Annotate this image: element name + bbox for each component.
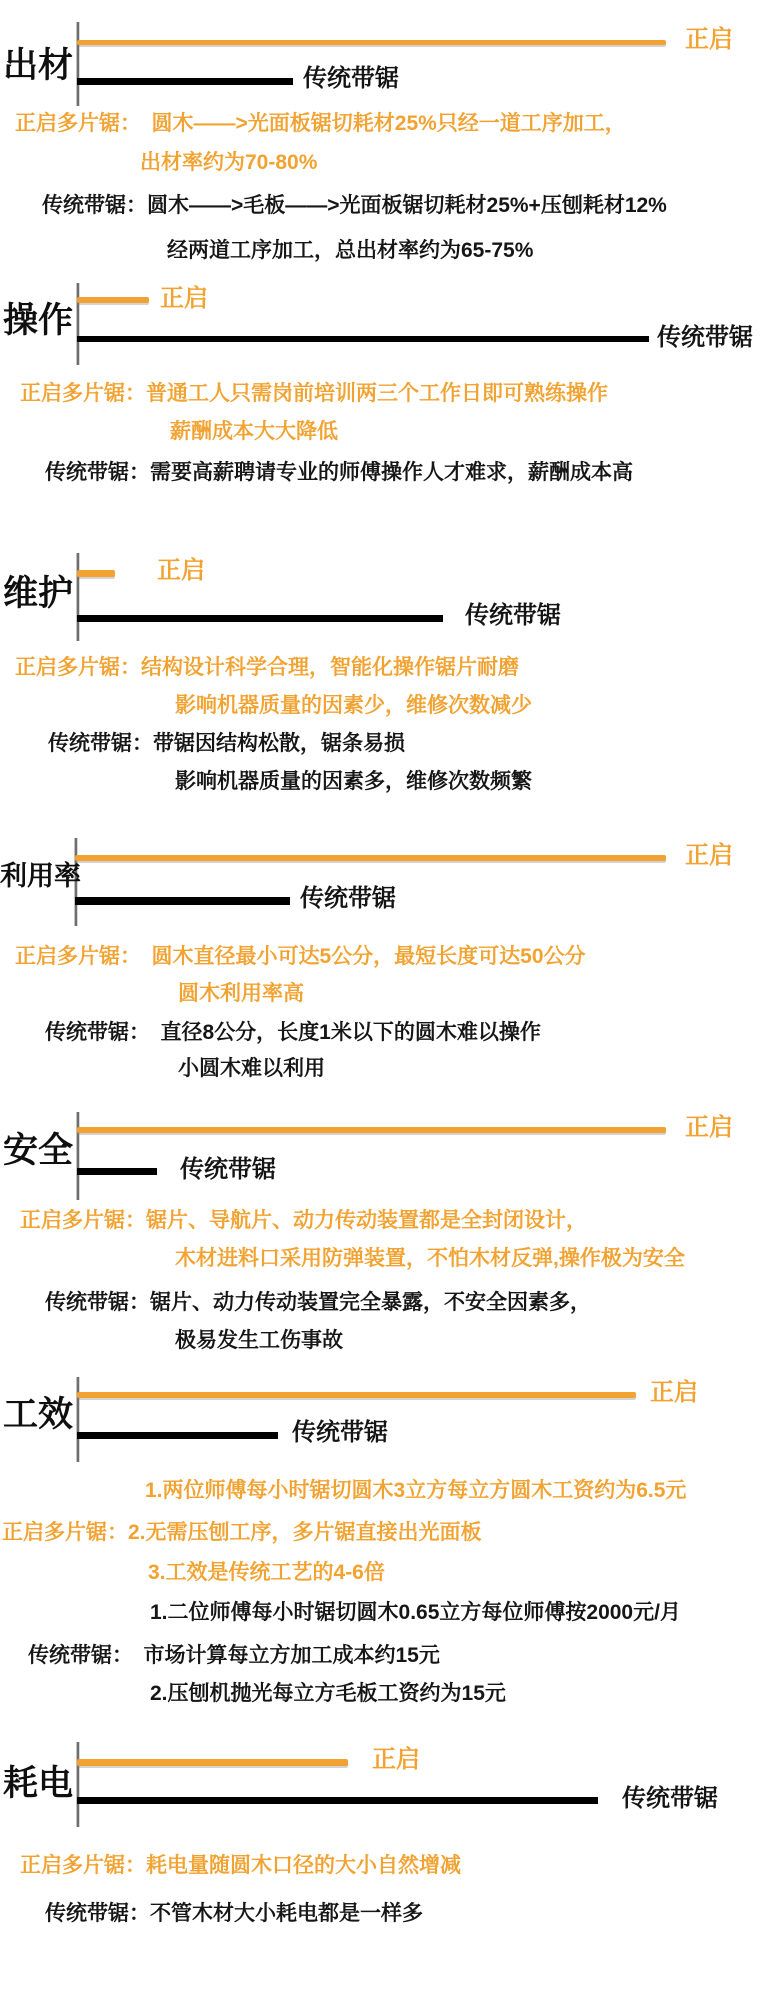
section-title: 利用率: [0, 861, 81, 891]
note-line: 薪酬成本大大降低: [170, 420, 338, 443]
bar-traditional-bandsaw: [77, 1168, 157, 1175]
black-bar-label: 传统带锯: [303, 66, 399, 92]
note-line: 传统带锯： 市场计算每立方加工成本约15元: [28, 1644, 440, 1667]
black-bar-label: 传统带锯: [300, 886, 396, 912]
note-line: 极易发生工伤事故: [175, 1329, 343, 1352]
note-line: 影响机器质量的因素少，维修次数减少: [175, 694, 532, 717]
orange-bar-label: 正启: [160, 286, 208, 312]
axis-line: [77, 1377, 79, 1462]
axis-line: [77, 1112, 79, 1200]
note-line: 经两道工序加工，总出材率约为65-75%: [167, 239, 534, 262]
section-title: 维护: [3, 574, 74, 613]
note-line: 传统带锯：需要高薪聘请专业的师傅操作人才难求，薪酬成本高: [45, 461, 633, 484]
orange-bar-label: 正启: [372, 1747, 420, 1773]
bar-zhengqi-multiblade-saw: [77, 1392, 636, 1398]
section-title: 耗电: [3, 1764, 74, 1803]
black-bar-label: 传统带锯: [292, 1420, 388, 1446]
orange-bar-label: 正启: [650, 1380, 698, 1406]
axis-line: [77, 22, 79, 106]
bar-traditional-bandsaw: [75, 897, 290, 905]
axis-line: [77, 283, 79, 365]
orange-bar-label: 正启: [685, 27, 733, 53]
bar-traditional-bandsaw: [77, 615, 443, 622]
note-line: 正启多片锯： 圆木——>光面板锯切耗材25%只经一道工序加工，: [15, 112, 626, 135]
note-line: 圆木利用率高: [178, 982, 304, 1005]
note-line: 影响机器质量的因素多，维修次数频繁: [175, 770, 532, 793]
bar-zhengqi-multiblade-saw: [77, 40, 666, 45]
note-line: 1.二位师傅每小时锯切圆木0.65立方每位师傅按2000元/月: [150, 1601, 681, 1624]
section-title: 工效: [3, 1395, 74, 1434]
black-bar-label: 传统带锯: [622, 1786, 718, 1812]
note-line: 正启多片锯：耗电量随圆木口径的大小自然增减: [20, 1854, 461, 1877]
note-line: 传统带锯： 直径8公分，长度1米以下的圆木难以操作: [45, 1021, 541, 1044]
note-line: 传统带锯：不管木材大小耗电都是一样多: [45, 1902, 423, 1925]
note-line: 木材进料口采用防弹装置，不怕木材反弹,操作极为安全: [175, 1247, 685, 1270]
note-line: 正启多片锯：2.无需压刨工序，多片锯直接出光面板: [2, 1521, 482, 1544]
note-line: 1.两位师傅每小时锯切圆木3立方每立方圆木工资约为6.5元: [145, 1479, 687, 1502]
axis-line: [77, 1742, 79, 1827]
note-line: 传统带锯：锯片、动力传动装置完全暴露，不安全因素多，: [45, 1291, 591, 1314]
black-bar-label: 传统带锯: [180, 1157, 276, 1183]
note-line: 正启多片锯：锯片、导航片、动力传动装置都是全封闭设计，: [20, 1209, 587, 1232]
bar-traditional-bandsaw: [77, 1797, 598, 1804]
note-line: 传统带锯：圆木——>毛板——>光面板锯切耗材25%+压刨耗材12%: [42, 194, 667, 217]
bar-traditional-bandsaw: [77, 336, 649, 342]
black-bar-label: 传统带锯: [657, 325, 753, 351]
note-line: 传统带锯：带锯因结构松散，锯条易损: [48, 732, 405, 755]
section-title: 出材: [3, 46, 74, 85]
bar-zhengqi-multiblade-saw: [77, 297, 149, 303]
bar-traditional-bandsaw: [77, 78, 293, 85]
note-line: 出材率约为70-80%: [140, 151, 318, 174]
bar-zhengqi-multiblade-saw: [77, 1759, 348, 1766]
note-line: 小圆木难以利用: [178, 1057, 325, 1080]
section-title: 安全: [3, 1131, 74, 1170]
bar-zhengqi-multiblade-saw: [77, 570, 115, 577]
bar-zhengqi-multiblade-saw: [75, 855, 666, 861]
bar-zhengqi-multiblade-saw: [77, 1127, 666, 1133]
note-line: 正启多片锯：普通工人只需岗前培训两三个工作日即可熟练操作: [20, 382, 608, 405]
note-line: 3.工效是传统工艺的4-6倍: [148, 1561, 385, 1584]
section-title: 操作: [3, 301, 74, 340]
note-line: 2.压刨机抛光每立方毛板工资约为15元: [150, 1682, 506, 1705]
orange-bar-label: 正启: [685, 843, 733, 869]
axis-line: [77, 553, 79, 641]
bar-traditional-bandsaw: [77, 1432, 278, 1439]
note-line: 正启多片锯： 圆木直径最小可达5公分，最短长度可达50公分: [15, 945, 586, 968]
orange-bar-label: 正启: [685, 1115, 733, 1141]
note-line: 正启多片锯：结构设计科学合理，智能化操作锯片耐磨: [15, 656, 519, 679]
black-bar-label: 传统带锯: [465, 603, 561, 629]
orange-bar-label: 正启: [157, 558, 205, 584]
